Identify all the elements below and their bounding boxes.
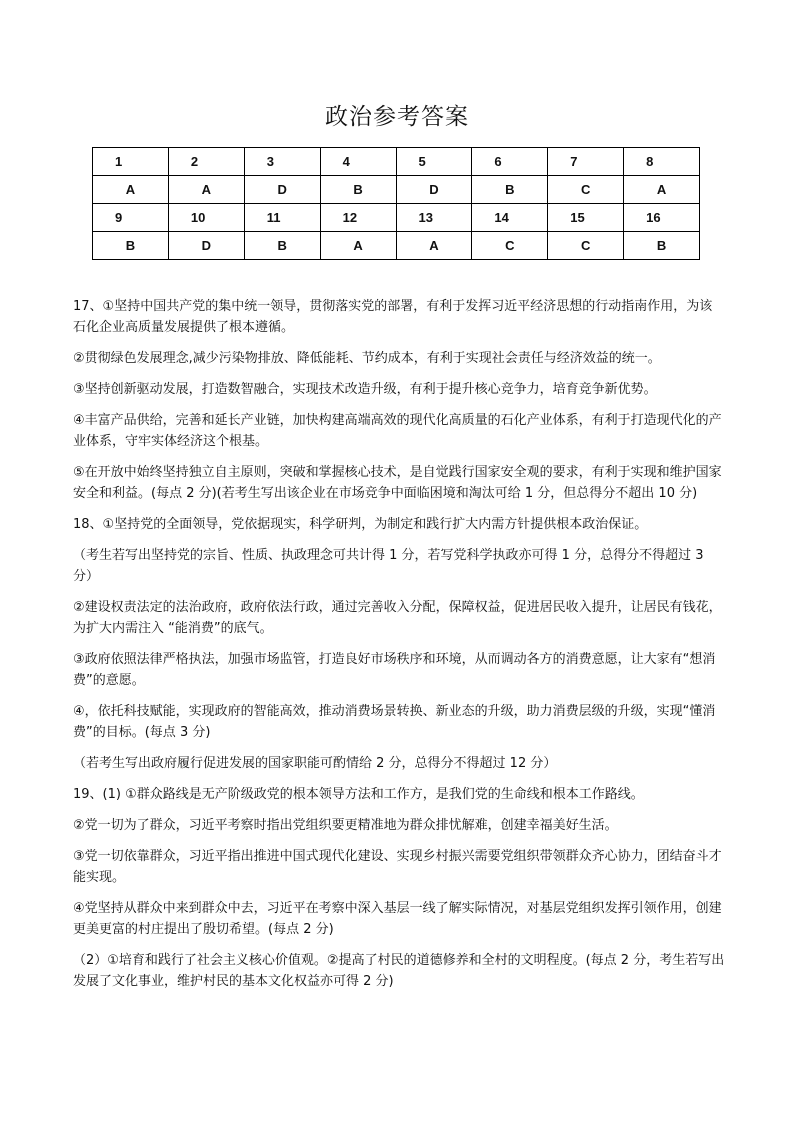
question-number-cell: 4 xyxy=(320,148,396,176)
question-number-cell: 14 xyxy=(472,204,548,232)
question-number-row xyxy=(93,148,700,176)
answer-paragraph: ②建设权责法定的法治政府，政府依法行政，通过完善收入分配，保障权益，促进居民收入提升，让居民有钱花，为扩大内需注入 “能消费”的底气。 xyxy=(73,600,722,636)
answer-paragraph: ③坚持创新驱动发展，打造数智融合，实现技术改造升级，有利于提升核心竞争力，培育竞争新优势。 xyxy=(73,382,657,397)
question-number-cell: 16 xyxy=(624,204,700,232)
answer-cell: B xyxy=(624,232,700,260)
answer-paragraph: （2）①培育和践行了社会主义核心价值观。②提高了村民的道德修养和全村的文明程度。(每点 2 分，考生若写出发展了文化事业，维护村民的基本文化权益亦可得 2 分) xyxy=(73,953,725,989)
answer-paragraph: ⑤在开放中始终坚持独立自主原则，突破和掌握核心技术，是自觉践行国家安全观的要求，有利于实现和维护国家安全和利益。(每点 2 分)(若考生写出该企业在市场竞争中面临困境和淘汰可给 1 分，但总得分不超出 10 分) xyxy=(73,465,722,501)
answer-paragraph: ④党坚持从群众中来到群众中去，习近平在考察中深入基层一线了解实际情况，对基层党组织发挥引领作用，创建更美更富的村庄提出了殷切希望。(每点 2 分) xyxy=(73,901,722,937)
question-number-cell: 11 xyxy=(244,204,320,232)
question-number-cell: 2 xyxy=(168,148,244,176)
question-number-cell: 8 xyxy=(624,148,700,176)
answer-cell: B xyxy=(93,232,169,260)
answer-paragraph: ④丰富产品供给，完善和延长产业链，加快构建高端高效的现代化高质量的石化产业体系，有利于打造现代化的产业体系，守牢实体经济这个根基。 xyxy=(73,413,722,449)
answer-paragraph: ②党一切为了群众，习近平考察时指出党组织要更精准地为群众排忧解难，创建幸福美好生活。 xyxy=(73,818,618,833)
question-number-cell: 12 xyxy=(320,204,396,232)
answer-content xyxy=(73,296,725,1002)
question-number-cell: 5 xyxy=(396,148,472,176)
answer-cell: A xyxy=(320,232,396,260)
answer-paragraph: 18、①坚持党的全面领导，党依据现实，科学研判，为制定和践行扩大内需方针提供根本政治保证。 xyxy=(73,517,648,532)
question-number-cell: 15 xyxy=(548,204,624,232)
answer-cell: A xyxy=(396,232,472,260)
answer-paragraph: ③政府依照法律严格执法，加强市场监管，打造良好市场秩序和环境，从而调动各方的消费意愿，让大家有“想消费”的意愿。 xyxy=(73,652,716,688)
answer-cell: A xyxy=(624,176,700,204)
answer-cell: D xyxy=(168,232,244,260)
question-number-cell: 6 xyxy=(472,148,548,176)
answer-cell: A xyxy=(93,176,169,204)
answer-paragraph: ③党一切依靠群众，习近平指出推进中国式现代化建设、实现乡村振兴需要党组织带领群众齐心协力，团结奋斗才能实现。 xyxy=(73,849,722,885)
answer-cell: D xyxy=(244,176,320,204)
answer-cell: C xyxy=(472,232,548,260)
answer-cell: B xyxy=(320,176,396,204)
question-number-cell: 3 xyxy=(244,148,320,176)
answer-cell: D xyxy=(396,176,472,204)
answer-row xyxy=(93,232,700,260)
question-number-cell: 9 xyxy=(93,204,169,232)
question-number-cell: 13 xyxy=(396,204,472,232)
answer-row xyxy=(93,176,700,204)
answer-paragraph: 17、①坚持中国共产党的集中统一领导，贯彻落实党的部署，有利于发挥习近平经济思想的行动指南作用，为该石化企业高质量发展提供了根本遵循。 xyxy=(73,299,713,335)
answer-table xyxy=(92,147,700,260)
question-number-cell: 7 xyxy=(548,148,624,176)
question-number-row xyxy=(93,204,700,232)
answer-paragraph: （考生若写出坚持党的宗旨、性质、执政理念可共计得 1 分，若写党科学执政亦可得 1 分，总得分不得超过 3 分） xyxy=(73,548,704,584)
answer-cell: A xyxy=(168,176,244,204)
answer-paragraph: ④，依托科技赋能，实现政府的智能高效，推动消费场景转换、新业态的升级，助力消费层级的升级，实现“懂消费”的目标。(每点 3 分) xyxy=(73,704,716,740)
answer-cell: B xyxy=(472,176,548,204)
answer-paragraph: （若考生写出政府履行促进发展的国家职能可酌情给 2 分，总得分不得超过 12 分） xyxy=(73,756,557,771)
answer-cell: C xyxy=(548,232,624,260)
answer-cell: B xyxy=(244,232,320,260)
answer-paragraph: 19、(1) ①群众路线是无产阶级政党的根本领导方法和工作方，是我们党的生命线和根本工作路线。 xyxy=(73,787,644,802)
answer-paragraph: ②贯彻绿色发展理念,减少污染物排放、降低能耗、节约成本，有利于实现社会责任与经济效益的统一。 xyxy=(73,351,661,366)
answer-cell: C xyxy=(548,176,624,204)
question-number-cell: 10 xyxy=(168,204,244,232)
question-number-cell: 1 xyxy=(93,148,169,176)
page-title: 政治参考答案 xyxy=(325,104,469,130)
